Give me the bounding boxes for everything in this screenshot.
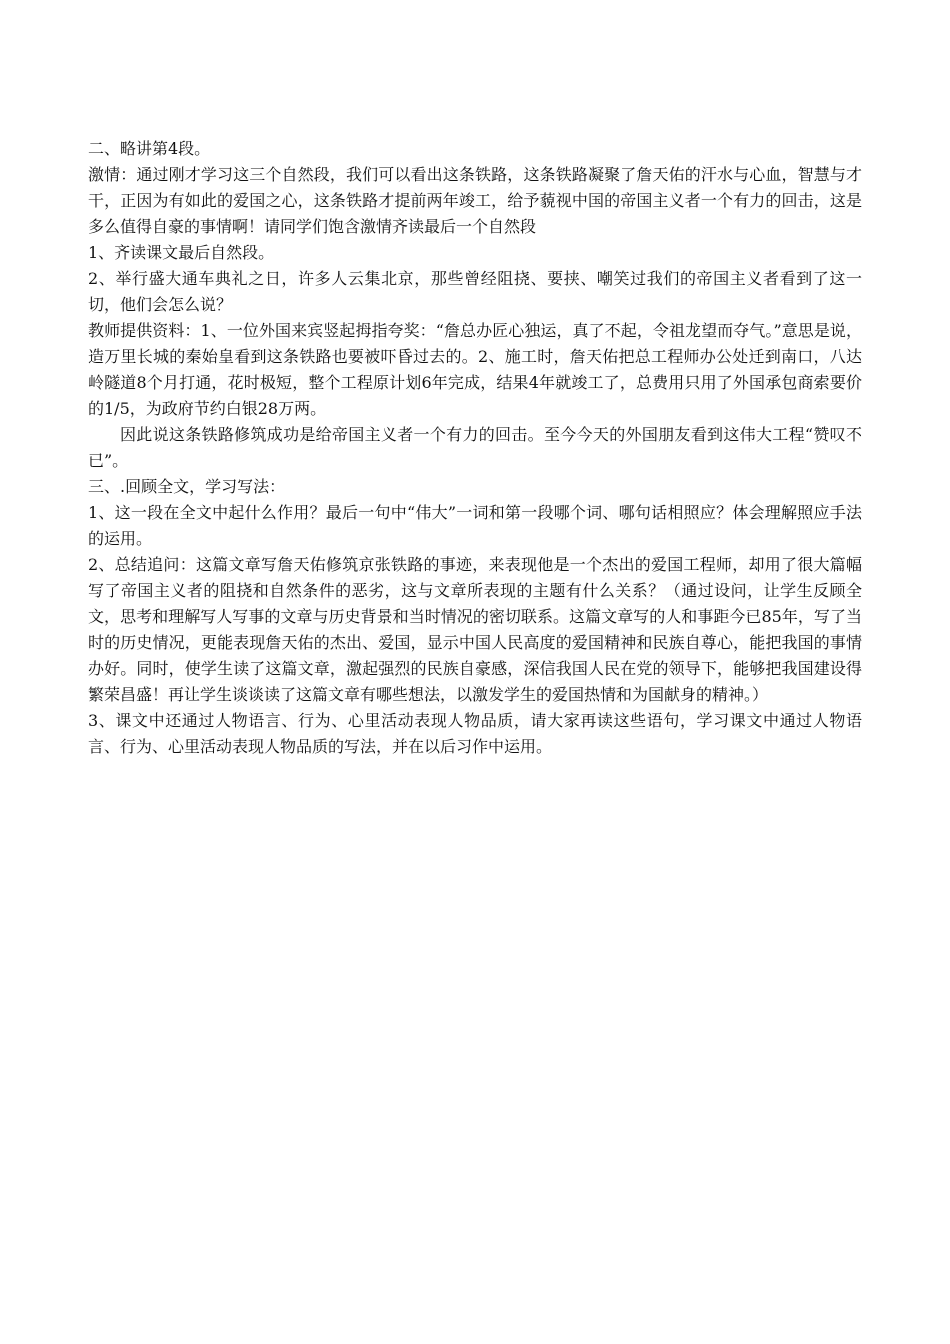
- section-heading-2: 二、略讲第4段。: [88, 139, 211, 158]
- paragraph-question-2: 2、总结追问：这篇文章写詹天佑修筑京张铁路的事迹，来表现他是一个杰出的爱国工程师，却用了很大篇幅写了帝国主义者的阻挠和自然条件的恶劣，这与文章所表现的主题有什么关系？（通过设问，让学生反顾全文，思考和理解写人写事的文章与历史背景和当时情况的密切联系。这篇文章写的人和事距今已85年，写了当时的历史情况，更能表现詹天佑的杰出、爱国，显示中国人民高度的爱国精神和民族自尊心，能把我国的事情办好。同时，使学生读了这篇文章，激起强烈的民族自豪感，深信我国人民在党的领导下，能够把我国建设得繁荣昌盛！再让学生谈谈读了这篇文章有哪些想法，以激发学生的爱国热情和为国献身的精神。）: [88, 555, 862, 704]
- paragraph-step-1: 1、齐读课文最后自然段。: [88, 243, 275, 262]
- paragraph-teacher-materials: 教师提供资料：1、一位外国来宾竖起拇指夸奖：“詹总办匠心独运，真了不起，令祖龙望而夺气。”意思是说，造万里长城的秦始皇看到这条铁路也要被吓昏过去的。2、施工时，詹天佑把总工程师办公处迁到南口，八达岭隧道8个月打通，花时极短，整个工程原计划6年完成，结果4年就竣工了，总费用只用了外国承包商索要价的1/5，为政府节约白银28万两。: [88, 321, 862, 418]
- section-heading-3: 三、.回顾全文，学习写法：: [88, 477, 286, 496]
- paragraph-question-3: 3、课文中还通过人物语言、行为、心里活动表现人物品质，请大家再读这些语句，学习课文中通过人物语言、行为、心里活动表现人物品质的写法，并在以后习作中运用。: [88, 711, 862, 756]
- paragraph-question-1: 1、这一段在全文中起什么作用？最后一句中“伟大”一词和第一段哪个词、哪句话相照应？体会理解照应手法的运用。: [88, 503, 862, 548]
- paragraph-conclusion: 因此说这条铁路修筑成功是给帝国主义者一个有力的回击。至今今天的外国朋友看到这伟大工程“赞叹不已”。: [88, 425, 862, 470]
- paragraph-step-2: 2、举行盛大通车典礼之日，许多人云集北京，那些曾经阻挠、要挟、嘲笑过我们的帝国主义者看到了这一切，他们会怎么说？: [88, 269, 862, 314]
- paragraph-passion: 激情：通过刚才学习这三个自然段，我们可以看出这条铁路，这条铁路凝聚了詹天佑的汗水与心血，智慧与才干，正因为有如此的爱国之心，这条铁路才提前两年竣工，给予藐视中国的帝国主义者一个有力的回击，这是多么值得自豪的事情啊！请同学们饱含激情齐读最后一个自然段: [88, 165, 862, 236]
- document-page: [88, 136, 862, 760]
